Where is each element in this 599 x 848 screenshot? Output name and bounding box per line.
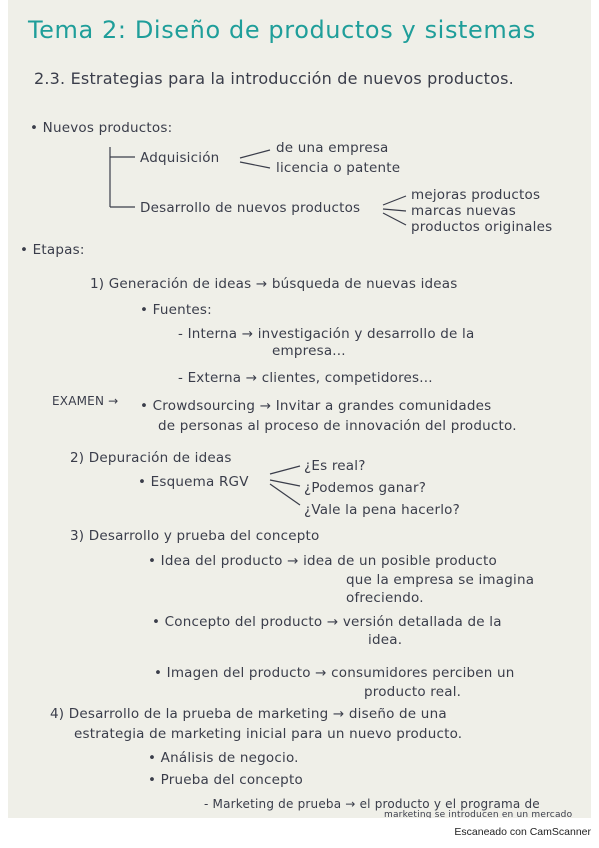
camscanner-footer: Escaneado con CamScanner: [454, 826, 591, 838]
examen-mark: EXAMEN →: [52, 394, 119, 408]
desarrollo-option-2: marcas nuevas: [411, 203, 517, 219]
adquisicion-option-1: de una empresa: [276, 140, 389, 156]
stage-4-title-line-2: estrategia de marketing inicial para un nuevo producto.: [74, 726, 463, 742]
idea-producto-line-1: • Idea del producto → idea de un posible producto: [148, 553, 497, 569]
nuevos-productos-heading: • Nuevos productos:: [30, 120, 173, 136]
prueba-concepto: • Prueba del concepto: [148, 772, 303, 788]
concepto-producto-line-2: idea.: [368, 632, 403, 648]
fuente-interna-cont: empresa...: [272, 343, 346, 359]
notebook-page: [8, 0, 591, 818]
adquisicion-option-2: licencia o patente: [276, 160, 401, 176]
concepto-producto-line-1: • Concepto del producto → versión detallada de la: [152, 614, 502, 630]
etapas-heading: • Etapas:: [20, 242, 85, 258]
esquema-rgv-label: • Esquema RGV: [138, 474, 249, 490]
imagen-producto-line-1: • Imagen del producto → consumidores perciben un: [154, 665, 515, 681]
adquisicion-label: Adquisición: [140, 150, 220, 166]
marketing-prueba-line-2: marketing se introducen en un mercado: [384, 810, 573, 818]
analisis-negocio: • Análisis de negocio.: [148, 750, 299, 766]
page-title: Tema 2: Diseño de productos y sistemas: [28, 16, 536, 44]
stage-4-title-line-1: 4) Desarrollo de la prueba de marketing → diseño de una: [50, 706, 447, 722]
desarrollo-option-3: productos originales: [411, 219, 553, 235]
rgv-question-1: ¿Es real?: [304, 458, 366, 474]
idea-producto-line-2: que la empresa se imagina: [346, 572, 535, 588]
stage-2-title: 2) Depuración de ideas: [70, 450, 232, 466]
crowdsourcing-line-1: • Crowdsourcing → Invitar a grandes comunidades: [140, 398, 492, 414]
fuente-interna: - Interna → investigación y desarrollo de la: [178, 326, 475, 342]
stage-3-title: 3) Desarrollo y prueba del concepto: [70, 528, 320, 544]
marketing-prueba-line-1: - Marketing de prueba → el producto y el programa de: [204, 797, 540, 811]
idea-producto-line-3: ofreciendo.: [346, 590, 424, 606]
desarrollo-label: Desarrollo de nuevos productos: [140, 200, 361, 216]
rgv-question-2: ¿Podemos ganar?: [304, 480, 427, 496]
fuentes-label: • Fuentes:: [140, 302, 212, 318]
section-heading: 2.3. Estrategias para la introducción de nuevos productos.: [34, 69, 514, 88]
rgv-question-3: ¿Vale la pena hacerlo?: [304, 502, 460, 518]
stage-1-title: 1) Generación de ideas → búsqueda de nuevas ideas: [90, 276, 458, 292]
imagen-producto-line-2: producto real.: [364, 684, 462, 700]
crowdsourcing-line-2: de personas al proceso de innovación del producto.: [158, 418, 517, 434]
fuente-externa: - Externa → clientes, competidores...: [178, 370, 433, 386]
desarrollo-option-1: mejoras productos: [411, 187, 541, 203]
